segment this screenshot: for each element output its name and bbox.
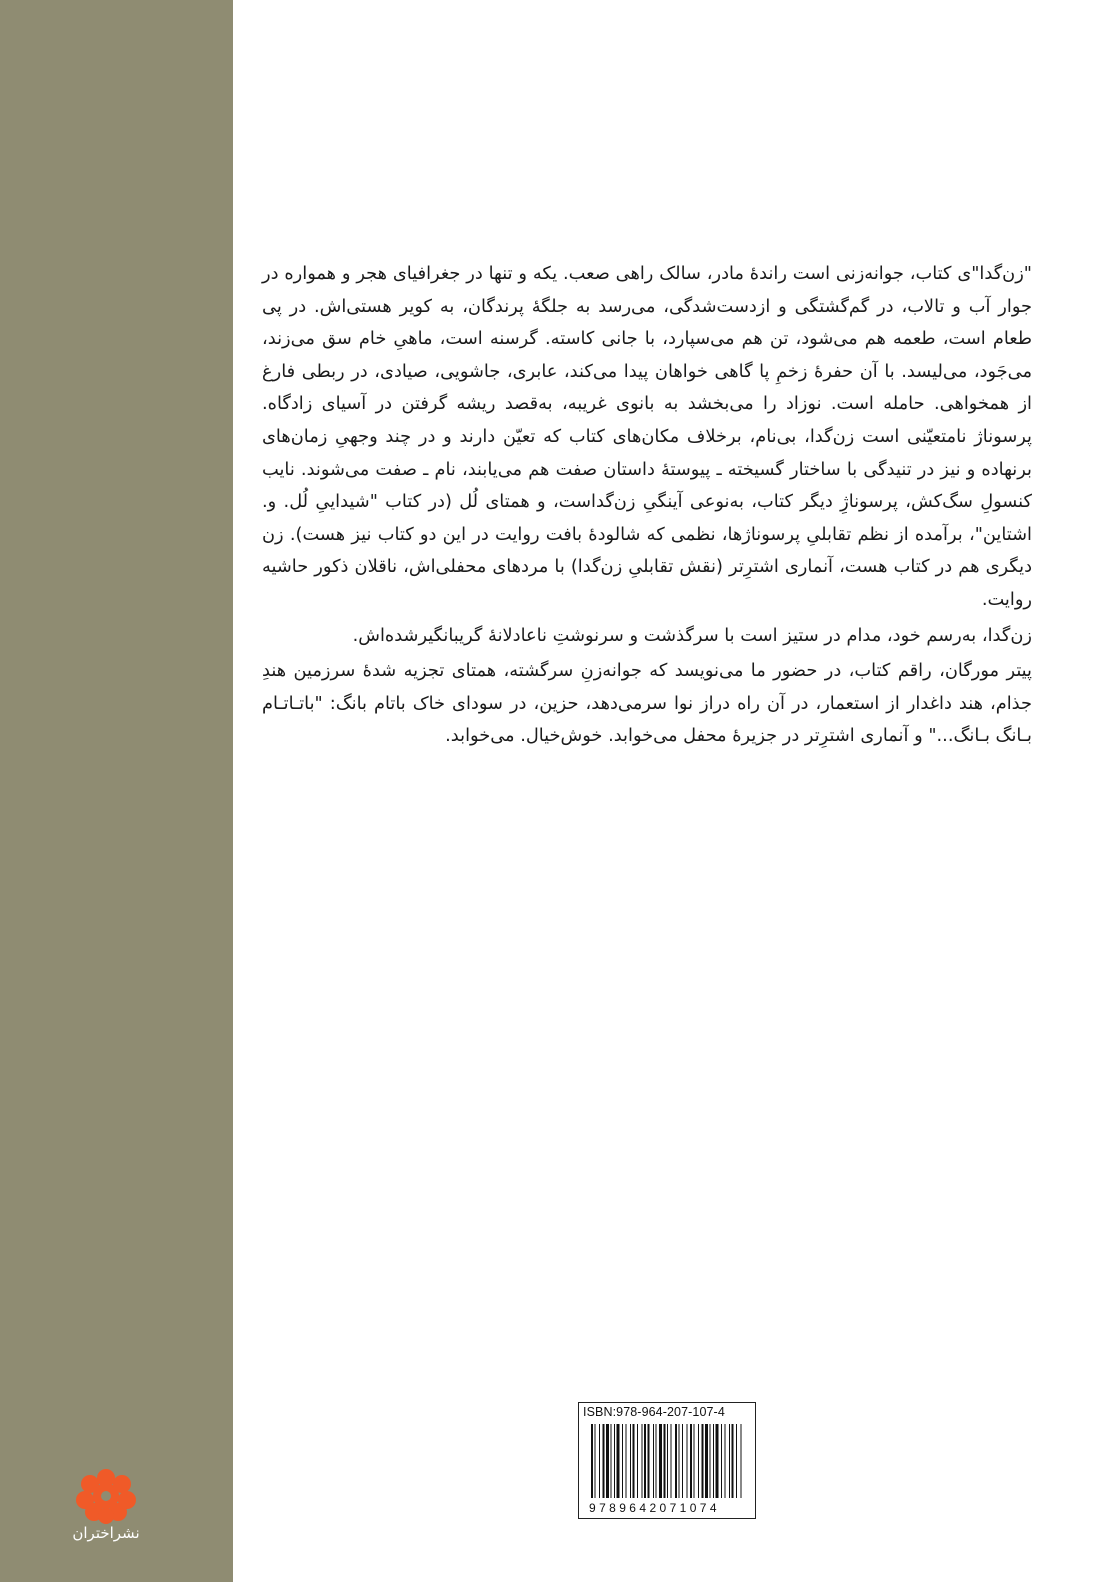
isbn-label: ISBN:978-964-207-107-4 (583, 1405, 725, 1419)
paragraph-2: زن‌گدا، به‌رسم خود، مدام در ستیز است با سرگذشت و سرنوشتِ ناعادلانهٔ گریبانگیرشده‌اش. (352, 624, 1032, 646)
paragraph-3: پیتر مورگان، راقم کتاب، در حضور ما می‌نویسد که جوانه‌زنِ سرگشته، همتای تجزیه شدهٔ سرزمین هندِ جذام، هند داغدار از استعمار، در آن راه دراز نوا سرمی‌دهد، حزین، در سودای خاک باتام بانگ: "باتـاتـام بـانگ بـانگ..." و آنماری اشترِتر در جزیرهٔ محفل می‌خوابد. خوش‌خیال. می‌خوابد. (262, 660, 1032, 747)
barcode-digits: 9789642071074 (589, 1501, 720, 1515)
back-cover-text (262, 258, 1032, 756)
paragraph-1: "زن‌گدا"ی کتاب، جوانه‌زنی است راندهٔ مادر، سالک راهی صعب. یکه و تنها در جغرافیای هجر و همواره در جوار آب و تالاب، در گم‌گشتگی و ازدست‌شدگی، می‌رسد به جلگهٔ پرندگان، به کویر هستی‌اش. در پی طعام است، طعمه هم می‌شود، تن هم می‌سپارد، با جانی کاسته. گرسنه است، ماهیِ خام سق می‌زند، می‌جَود، می‌لیسد. با آن حفرهٔ زخمِ پا گاهی خواهان پیدا می‌کند، عابری، جاشویی، صیادی، در ربطی فارغ از همخواهی. حامله است. نوزاد را می‌بخشد به بانوی غریبه، به‌قصد ریشه گرفتن در آسیای زادگاه. پرسوناژ نامتعیّنی است زن‌گدا، بی‌نام، برخلاف مکان‌های کتاب که تعیّن دارند و در چند وجهیِ زمان‌های برنهاده و نیز در تنیدگی با ساختار گسیخته ـ پیوستهٔ داستان صفت هم می‌یابند، نام ـ صفت می‌شوند. نایب کنسولِ سگ‌کش، پرسوناژِ دیگر کتاب، به‌نوعی آینگیِ زن‌گداست، و همتای لُل (در کتاب "شیداییِ لُل. و. اشتاین"، برآمده از نظم تقابلیِ پرسوناژها، نظمی که شالودهٔ بافت روایت در این دو کتاب نیز هست). زن دیگری هم در کتاب هست، آنماری اشترِتر (نقش تقابلیِ زن‌گدا) با مردهای محفلی‌اش، ناقلان ذکور حاشیه روایت. (262, 263, 1032, 610)
left-cover-band (0, 0, 233, 1582)
barcode (591, 1424, 747, 1498)
flower-logo-icon (46, 1466, 166, 1524)
publisher-name: نشراختران (72, 1524, 140, 1542)
isbn-barcode-box (578, 1402, 756, 1519)
